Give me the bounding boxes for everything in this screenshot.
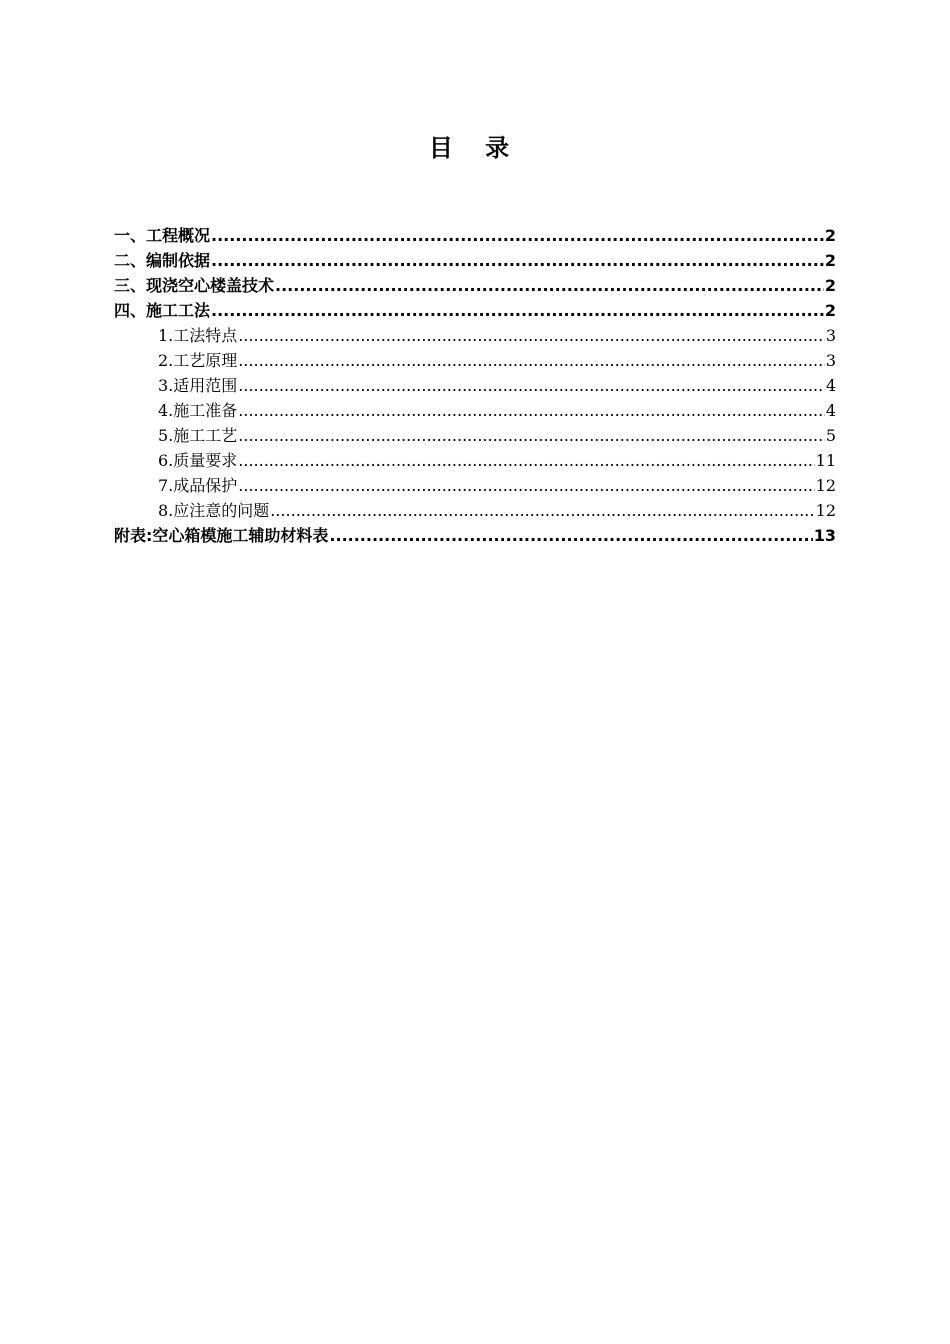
toc-entry-label: 2.工艺原理 <box>158 351 238 370</box>
toc-entry-page: 5 <box>825 426 836 445</box>
toc-leader-dots <box>211 248 824 273</box>
toc-entry-features[interactable] <box>114 323 836 348</box>
toc-entry-page: 2 <box>824 251 836 270</box>
toc-entry-label: 四、施工工法 <box>114 301 211 320</box>
toc-entry-page: 12 <box>815 476 836 495</box>
toc-entry-process[interactable] <box>114 423 836 448</box>
toc-entry-page: 11 <box>815 451 836 470</box>
toc-entry-label: 三、现浇空心楼盖技术 <box>114 276 275 295</box>
toc-leader-dots <box>238 423 825 448</box>
toc-entry-page: 3 <box>825 351 836 370</box>
toc-leader-dots <box>270 498 814 523</box>
toc-entry-page: 2 <box>824 226 836 245</box>
toc-entry-basis[interactable] <box>114 248 836 273</box>
toc-entry-quality[interactable] <box>114 448 836 473</box>
toc-entry-page: 2 <box>824 276 836 295</box>
toc-entry-page: 12 <box>815 501 836 520</box>
toc-entry-preparation[interactable] <box>114 398 836 423</box>
toc-leader-dots <box>238 373 825 398</box>
toc-leader-dots <box>275 273 824 298</box>
toc-entry-precautions[interactable] <box>114 498 836 523</box>
toc-entry-label: 4.施工准备 <box>158 401 238 420</box>
toc-leader-dots <box>211 223 824 248</box>
toc-entry-label: 3.适用范围 <box>158 376 238 395</box>
toc-leader-dots <box>238 323 825 348</box>
toc-entry-page: 13 <box>813 526 836 545</box>
toc-title: 目 录 <box>428 134 522 162</box>
toc-entry-label: 5.施工工艺 <box>158 426 238 445</box>
toc-entry-label: 1.工法特点 <box>158 326 238 345</box>
toc-entry-protection[interactable] <box>114 473 836 498</box>
toc-entry-label: 附表:空心箱模施工辅助材料表 <box>114 526 329 545</box>
toc-entry-method[interactable] <box>114 298 836 323</box>
toc-entry-page: 2 <box>824 301 836 320</box>
toc-leader-dots <box>238 473 814 498</box>
toc-entry-label: 6.质量要求 <box>158 451 238 470</box>
toc-entry-label: 一、工程概况 <box>114 226 211 245</box>
toc-entry-label: 二、编制依据 <box>114 251 211 270</box>
toc-entry-page: 4 <box>825 376 836 395</box>
toc-entry-overview[interactable] <box>114 223 836 248</box>
toc-entry-page: 3 <box>825 326 836 345</box>
toc-leader-dots <box>329 523 812 548</box>
toc-entry-principle[interactable] <box>114 348 836 373</box>
toc-entry-page: 4 <box>825 401 836 420</box>
table-of-contents <box>114 223 836 548</box>
toc-entry-label: 7.成品保护 <box>158 476 238 495</box>
toc-entry-label: 8.应注意的问题 <box>158 501 270 520</box>
toc-leader-dots <box>238 398 825 423</box>
toc-entry-technology[interactable] <box>114 273 836 298</box>
toc-entry-scope[interactable] <box>114 373 836 398</box>
toc-leader-dots <box>238 348 825 373</box>
toc-leader-dots <box>211 298 824 323</box>
toc-entry-appendix[interactable] <box>114 523 836 548</box>
toc-leader-dots <box>238 448 814 473</box>
